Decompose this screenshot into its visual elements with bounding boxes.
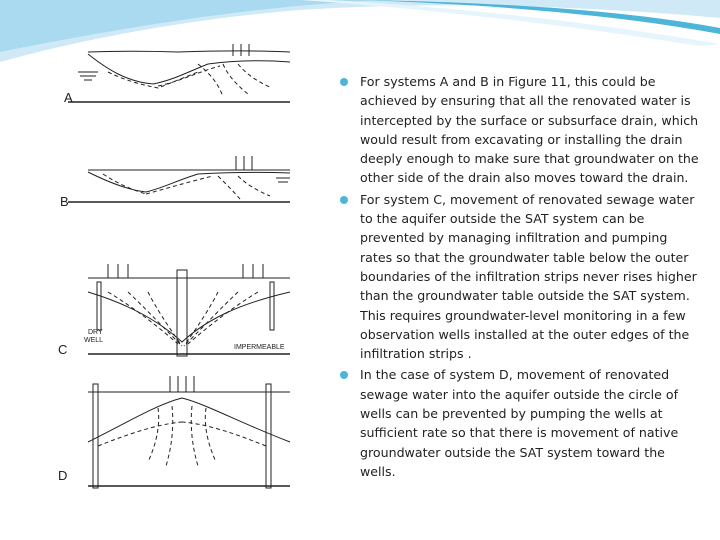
- panel-c-label: C: [58, 342, 68, 357]
- bullet-dot-icon: [340, 78, 348, 86]
- bullet-text: For systems A and B in Figure 11, this could be achieved by ensuring that all the renovated water is intercepted by the surface or subsurface drain, which would result from excavating or installing the drain deeply enough to make sure that groundwater on the other side of the drain also moves toward the drain.: [360, 74, 699, 186]
- dry-well-label-2: WELL: [84, 337, 104, 344]
- impermeable-label: IMPERMEABLE: [234, 344, 285, 351]
- bullet-dot-icon: [340, 371, 348, 379]
- figure-sat-systems: [48, 42, 296, 494]
- panel-a-diagram: [68, 44, 290, 102]
- panel-d-label: D: [58, 468, 68, 483]
- bullet-text: In the case of system D, movement of renovated sewage water into the aquifer outside the circle of wells can be prevented by pumping the wells at sufficient rate so that there is movement of native groundwater outside the SAT system toward the wells.: [360, 367, 679, 479]
- panel-c-diagram: [88, 264, 290, 356]
- bullet-dot-icon: [340, 196, 348, 204]
- bullet-text: For system C, movement of renovated sewage water to the aquifer outside the SAT system can be prevented by managing infiltration and pumping rates so that the groundwater table below the outer boundaries of the infiltration strips never rises higher than the groundwater table outside the SAT system. This requires groundwater-level monitoring in a few observation wells installed at the outer edges of the infiltration strips .: [360, 191, 697, 362]
- bullet-systems-a-b: [340, 72, 700, 188]
- panel-a-label: A: [64, 90, 73, 105]
- bullet-system-d: [340, 365, 700, 481]
- panel-b-label: B: [60, 194, 69, 209]
- panel-d-diagram: [88, 376, 290, 488]
- text-content: [340, 72, 700, 483]
- bullet-system-c: [340, 190, 700, 364]
- bullet-list: [340, 72, 700, 481]
- dry-well-label: DRY: [88, 329, 103, 336]
- panel-b-diagram: [68, 156, 290, 202]
